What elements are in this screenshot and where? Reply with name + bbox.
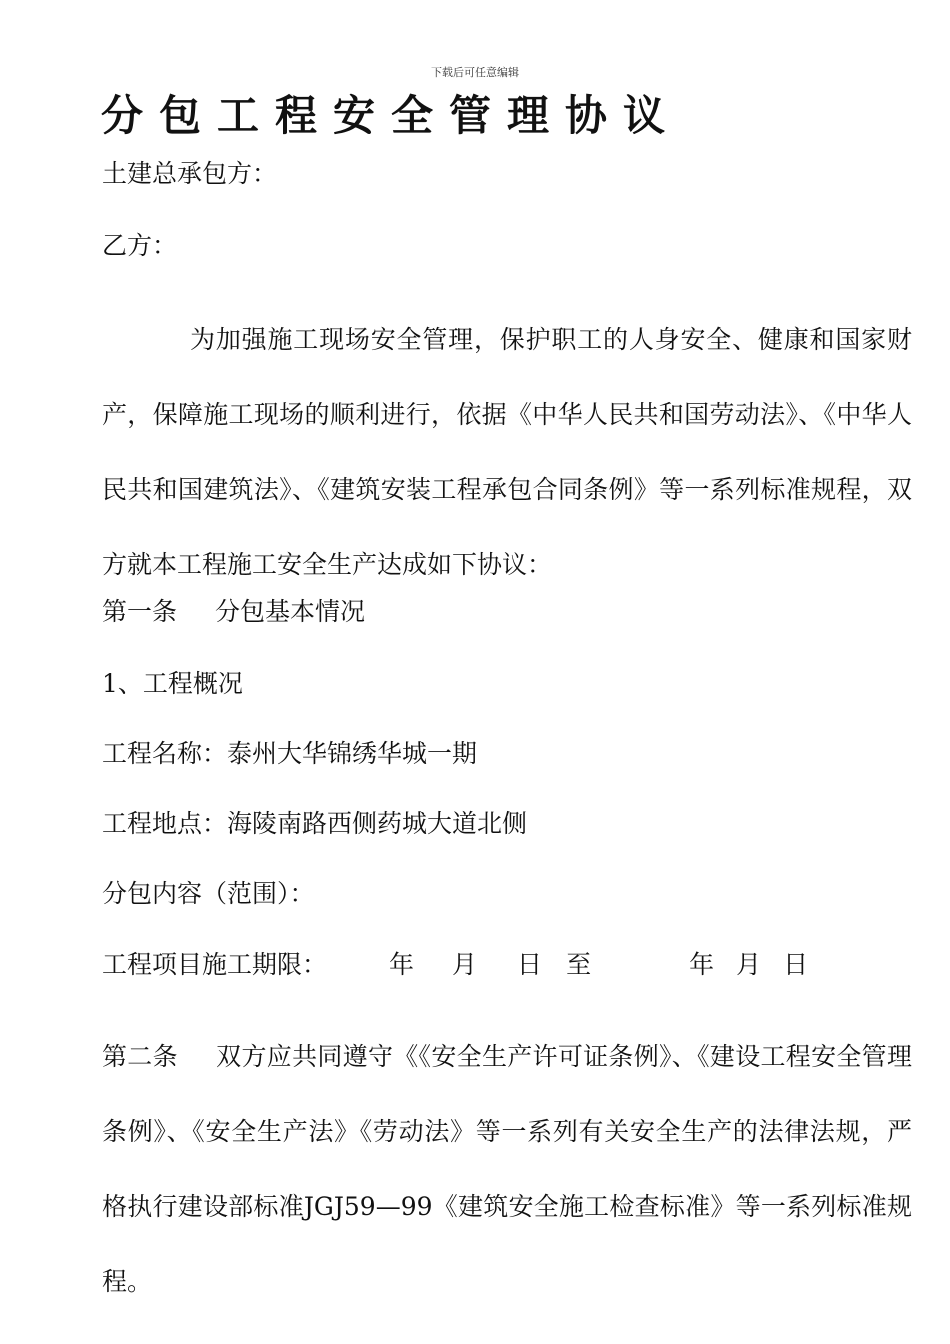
- document-title: 分包工程安全管理协议: [101, 91, 682, 140]
- party-b-label: 乙方：: [102, 231, 178, 260]
- section-1-heading: 1、工程概况: [102, 669, 243, 698]
- header-note: 下载后可任意编辑: [431, 66, 519, 79]
- intro-paragraph: 为加强施工现场安全管理，保护职工的人身安全、健康和国家财产，保障施工现场的顺利进行，依据《中华人民共和国劳动法》、《中华人民共和国建筑法》、《建筑安装工程承包合同条例》等一系列标准规程，双方就本工程施工安全生产达成如下协议：: [102, 325, 912, 579]
- article-2-text: 双方应共同遵守《《安全生产许可证条例》、《建设工程安全管理条例》、《安全生产法》《劳动法》等一系列有关安全生产的法律法规，严格执行建设部标准JGJ59—99《建筑安全施工检查标准》等一系列标准规程。: [102, 1042, 912, 1296]
- period-to: 至: [566, 950, 592, 979]
- scope-label: 分包内容（范围）：: [102, 879, 315, 908]
- article-2-number: 第二条: [102, 1042, 178, 1071]
- period-year-2: 年: [689, 950, 715, 979]
- period-year-1: 年: [389, 950, 415, 979]
- article-1-heading: [102, 595, 922, 629]
- period-label: 工程项目施工期限：: [102, 950, 328, 979]
- article-2-paragraph: [102, 1019, 912, 1319]
- construction-period: [102, 948, 922, 982]
- project-name: 工程名称：泰州大华锦绣华城一期: [102, 739, 478, 768]
- project-location: 工程地点：海陵南路西侧药城大道北侧: [102, 809, 528, 838]
- article-1-title: 分包基本情况: [215, 597, 366, 626]
- period-month-2: 月: [736, 950, 762, 979]
- period-month-1: 月: [452, 950, 478, 979]
- period-day-1: 日: [517, 950, 543, 979]
- period-day-2: 日: [783, 950, 809, 979]
- article-1-number: 第一条: [102, 597, 178, 626]
- party-a-label: 土建总承包方：: [102, 159, 278, 188]
